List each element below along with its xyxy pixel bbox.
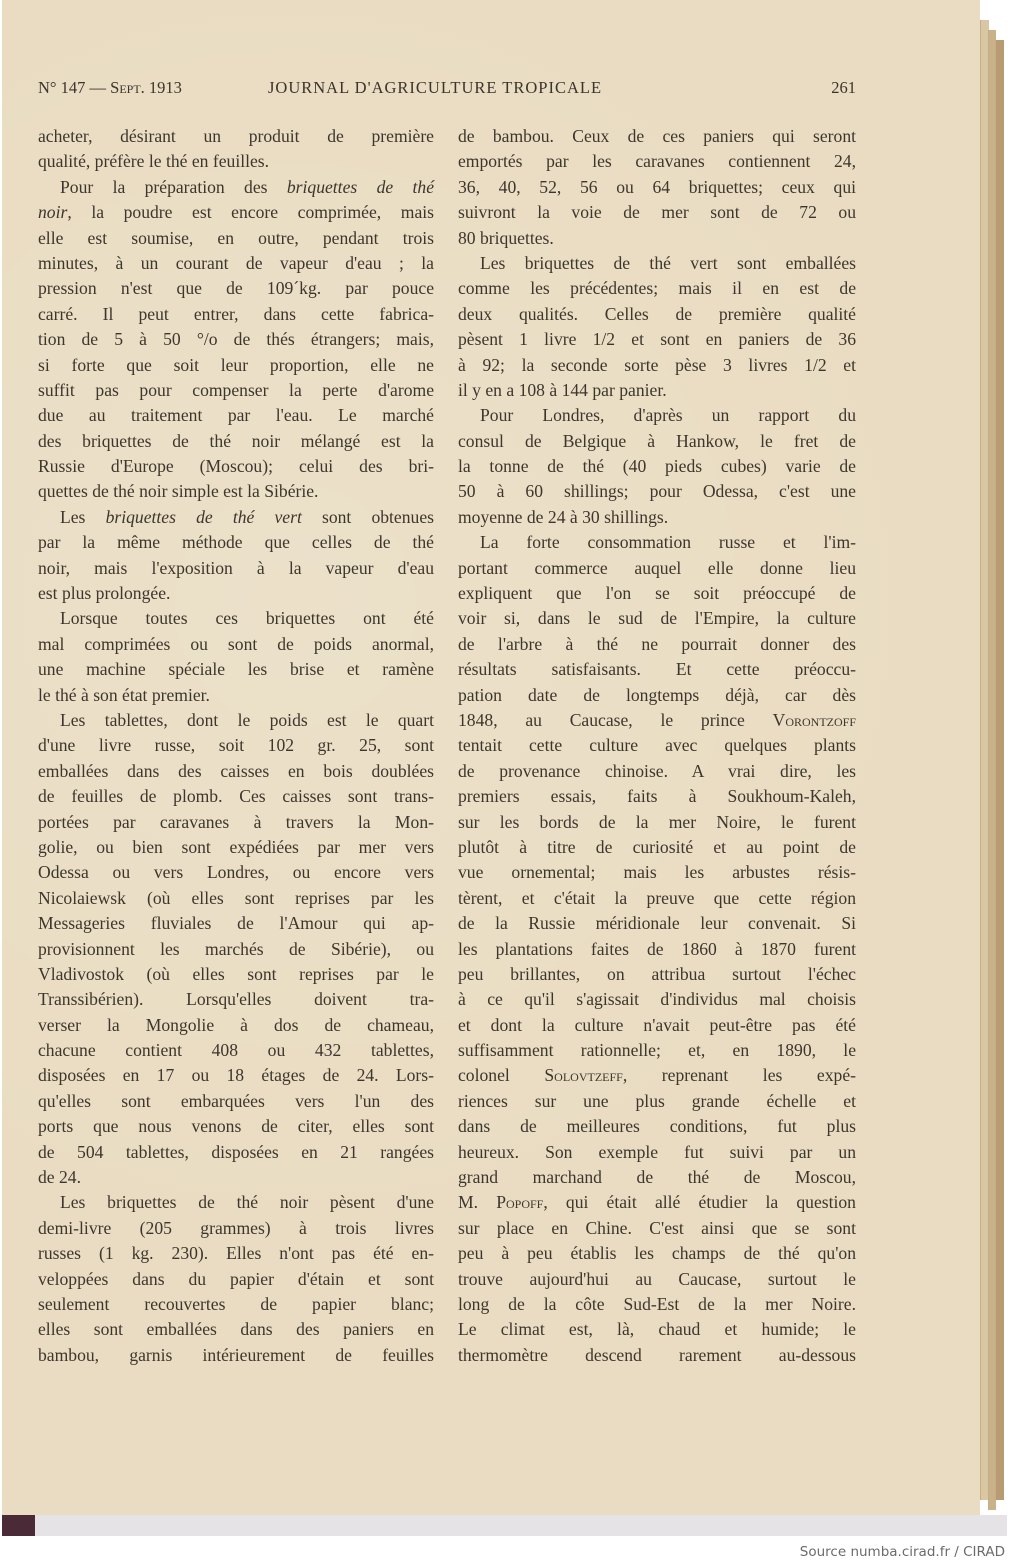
text-line: emportés par les caravanes contiennent 24, — [458, 151, 856, 172]
text-line: qu'elles sont embarquées vers l'un des — [38, 1090, 434, 1111]
small-caps-name: Solovtzeff — [544, 1065, 623, 1086]
text-line: noir, mais l'exposition à la vapeur d'eau — [38, 557, 434, 578]
text-run: Pour la préparation des — [60, 176, 287, 197]
page-stack-edge — [995, 40, 1004, 1500]
text-run: Les — [60, 506, 106, 527]
text-line — [38, 505, 434, 530]
text-line: sur place en Chine. C'est ainsi que se sont — [458, 1217, 856, 1238]
text-line: Russie d'Europe (Moscou); celui des bri- — [38, 456, 434, 477]
text-line: de bambou. Ceux de ces paniers qui seront — [458, 126, 856, 146]
text-line: qualité, préfère le thé en feuilles. — [38, 151, 270, 172]
text-line: de l'arbre à thé ne pourrait donner des — [458, 633, 856, 654]
text-line: de 24. — [38, 1167, 81, 1188]
text-line: Les briquettes de thé noir pèsent d'une — [60, 1192, 434, 1213]
text-line: pation date de longtemps déjà, car dès — [458, 684, 856, 705]
text-line: comme les précédentes; mais il en est de — [458, 278, 856, 299]
text-line: suffisamment rationnelle; et, en 1890, le — [458, 1040, 856, 1061]
text-run: colonel — [458, 1065, 545, 1086]
text-line: Nicolaiewsk (où elles sont reprises par les — [38, 887, 434, 908]
text-line: peu à peu établis les champs de thé qu'on — [458, 1243, 856, 1264]
text-line: portées par caravanes à travers la Mon- — [38, 811, 434, 832]
text-line: tentait cette culture avec quelques plants — [458, 735, 856, 756]
small-caps-name: Vorontzoff — [772, 709, 856, 730]
scan-bottom-band — [2, 1515, 1007, 1536]
text-line: suivront la voie de mer sont de 72 ou — [458, 202, 856, 223]
text-column-left — [38, 124, 434, 1368]
text-line: elle est soumise, en outre, pendant trois — [38, 227, 434, 248]
small-caps-name: Popoff — [496, 1192, 544, 1213]
text-line: tèrent, et c'était la preuve que cette région — [458, 887, 856, 908]
journal-title: JOURNAL D'AGRICULTURE TROPICALE — [268, 78, 603, 97]
italic-term: briquettes de thé — [286, 176, 435, 197]
text-line: par la même méthode que celles de thé — [38, 532, 434, 553]
text-line: veloppées dans du papier d'étain et sont — [38, 1268, 434, 1289]
text-line: vue ornemental; mais les arbustes résis- — [458, 862, 856, 883]
text-line: Messageries fluviales de l'Amour qui ap- — [38, 913, 434, 934]
text-line: expliquent que l'on se soit préoccupé de — [458, 583, 856, 604]
text-line: de la Russie méridionale leur convenait. Si — [458, 913, 856, 934]
text-line — [38, 175, 434, 200]
text-line: long de la côte Sud-Est de la mer Noire. — [458, 1293, 856, 1314]
text-line — [458, 1063, 856, 1088]
text-line: 36, 40, 52, 56 ou 64 briquettes; ceux qui — [458, 176, 856, 197]
text-line: riences sur une plus grande échelle et — [458, 1090, 856, 1111]
text-run: M. — [458, 1192, 497, 1213]
text-line: Le climat est, là, chaud et humide; le — [458, 1319, 856, 1340]
text-line: Pour Londres, d'après un rapport du — [480, 405, 856, 426]
text-line: premiers essais, faits à Soukhoum-Kaleh, — [458, 786, 856, 807]
text-line — [458, 1190, 856, 1215]
text-line: sur les bords de la mer Noire, le furent — [458, 811, 856, 832]
text-line: mal comprimées ou sont de poids anormal, — [38, 633, 434, 654]
issue-date: N° 147 — Sept. 1913 — [38, 78, 182, 97]
text-line: et dont la culture n'avait peut-être pas été — [458, 1014, 856, 1035]
text-line: disposées en 17 ou 18 étages de 24. Lors- — [38, 1065, 434, 1086]
text-run: sont obtenues — [301, 506, 434, 527]
text-line: due au traitement par l'eau. Le marché — [38, 405, 434, 426]
text-run: 1848, au Caucase, le prince — [458, 709, 773, 730]
source-credit: Source numba.cirad.fr / CIRAD — [799, 1544, 1005, 1560]
text-line: quettes de thé noir simple est la Sibérie. — [38, 481, 319, 502]
text-line: Les briquettes de thé vert sont emballées — [480, 252, 856, 273]
text-line — [458, 708, 856, 733]
text-line: Vladivostok (où elles sont reprises par le — [38, 963, 434, 984]
text-line: des briquettes de thé noir mélangé est la — [38, 430, 434, 451]
text-line: russes (1 kg. 230). Elles n'ont pas été en- — [38, 1243, 434, 1264]
text-line: elles sont emballées dans des paniers en — [38, 1319, 434, 1340]
text-line: consul de Belgique à Hankow, le fret de — [458, 430, 856, 451]
text-line: Odessa ou vers Londres, ou encore vers — [38, 862, 434, 883]
text-line: dans de meilleures conditions, fut plus — [458, 1116, 856, 1137]
running-header — [38, 78, 856, 102]
text-line: Les tablettes, dont le poids est le quart — [60, 709, 434, 730]
text-line: peu brillantes, on attribua surtout l'échec — [458, 963, 856, 984]
text-line: seulement recouvertes de papier blanc; — [38, 1293, 434, 1314]
text-line: à 92; la seconde sorte pèse 3 livres 1/2 et — [458, 354, 856, 375]
text-line: portant commerce auquel elle donne lieu — [458, 557, 856, 578]
text-line: emballées dans des caisses en bois doublées — [38, 760, 434, 781]
text-line: plutôt à titre de curiosité et au point de — [458, 836, 856, 857]
text-line: golie, ou bien sont expédiées par mer vers — [38, 836, 434, 857]
text-line: deux qualités. Celles de première qualité — [458, 303, 856, 324]
text-column-right — [458, 124, 856, 1368]
text-line: la tonne de thé (40 pieds cubes) varie de — [458, 456, 856, 477]
text-line: de feuilles de plomb. Ces caisses sont trans- — [38, 786, 434, 807]
text-line: 80 briquettes. — [458, 227, 554, 248]
text-line: trouve aujourd'hui au Caucase, surtout le — [458, 1268, 856, 1289]
text-run: , la poudre est encore comprimée, mais — [67, 202, 434, 223]
text-line: demi-livre (205 grammes) à trois livres — [38, 1217, 434, 1238]
scan-corner-mark — [2, 1515, 35, 1536]
text-line: thermomètre descend rarement au-dessous — [458, 1344, 856, 1365]
text-line: carré. Il peut entrer, dans cette fabrica- — [38, 303, 434, 324]
text-run: , reprenant les expé- — [622, 1065, 856, 1086]
text-run: , qui était allé étudier la question — [543, 1192, 856, 1213]
text-line: de provenance chinoise. A vrai dire, les — [458, 760, 856, 781]
text-line: une machine spéciale les brise et ramène — [38, 659, 434, 680]
text-line — [38, 200, 434, 225]
text-line: ports que nous venons de citer, elles sont — [38, 1116, 434, 1137]
text-line: résultats satisfaisants. Et cette préoccu- — [458, 659, 856, 680]
text-line: acheter, désirant un produit de première — [38, 126, 434, 146]
text-line: La forte consommation russe et l'im- — [480, 532, 856, 553]
text-line: provisionnent les marchés de Sibérie), ou — [38, 938, 434, 959]
text-line: suffit pas pour compenser la perte d'arome — [38, 379, 434, 400]
text-line: tion de 5 à 50 °/o de thés étrangers; mais, — [38, 329, 434, 350]
text-line: voir si, dans le sud de l'Empire, la culture — [458, 608, 856, 629]
text-line: pression n'est que de 109´kg. par pouce — [38, 278, 434, 299]
text-line: il y en a 108 à 144 par panier. — [458, 379, 667, 400]
text-line: Lorsque toutes ces briquettes ont été — [60, 608, 434, 629]
text-line: heureux. Son exemple fut suivi par un — [458, 1141, 856, 1162]
text-line: pèsent 1 livre 1/2 et sont en paniers de 36 — [458, 329, 856, 350]
page-number: 261 — [831, 78, 856, 97]
text-line: chacune contient 408 ou 432 tablettes, — [38, 1040, 434, 1061]
text-line: de 504 tablettes, disposées en 21 rangées — [38, 1141, 434, 1162]
text-line: si forte que soit leur proportion, elle ne — [38, 354, 434, 375]
text-line: Transsibérien). Lorsqu'elles doivent tra- — [38, 989, 434, 1010]
text-line: grand marchand de thé de Moscou, — [458, 1167, 856, 1188]
text-line: d'une livre russe, soit 102 gr. 25, sont — [38, 735, 434, 756]
italic-term: briquettes de thé vert — [105, 506, 302, 527]
italic-term: noir — [38, 202, 68, 223]
text-line: bambou, garnis intérieurement de feuilles — [38, 1344, 434, 1365]
text-line: moyenne de 24 à 30 shillings. — [458, 506, 669, 527]
text-line: le thé à son état premier. — [38, 684, 210, 705]
text-line: minutes, à un courant de vapeur d'eau ; la — [38, 252, 434, 273]
text-line: les plantations faites de 1860 à 1870 furent — [458, 938, 856, 959]
text-line: 50 à 60 shillings; pour Odessa, c'est une — [458, 481, 856, 502]
text-line: à ce qu'il s'agissait d'individus mal choisis — [458, 989, 856, 1010]
text-line: est plus prolongée. — [38, 583, 171, 604]
text-line: verser la Mongolie à dos de chameau, — [38, 1014, 434, 1035]
